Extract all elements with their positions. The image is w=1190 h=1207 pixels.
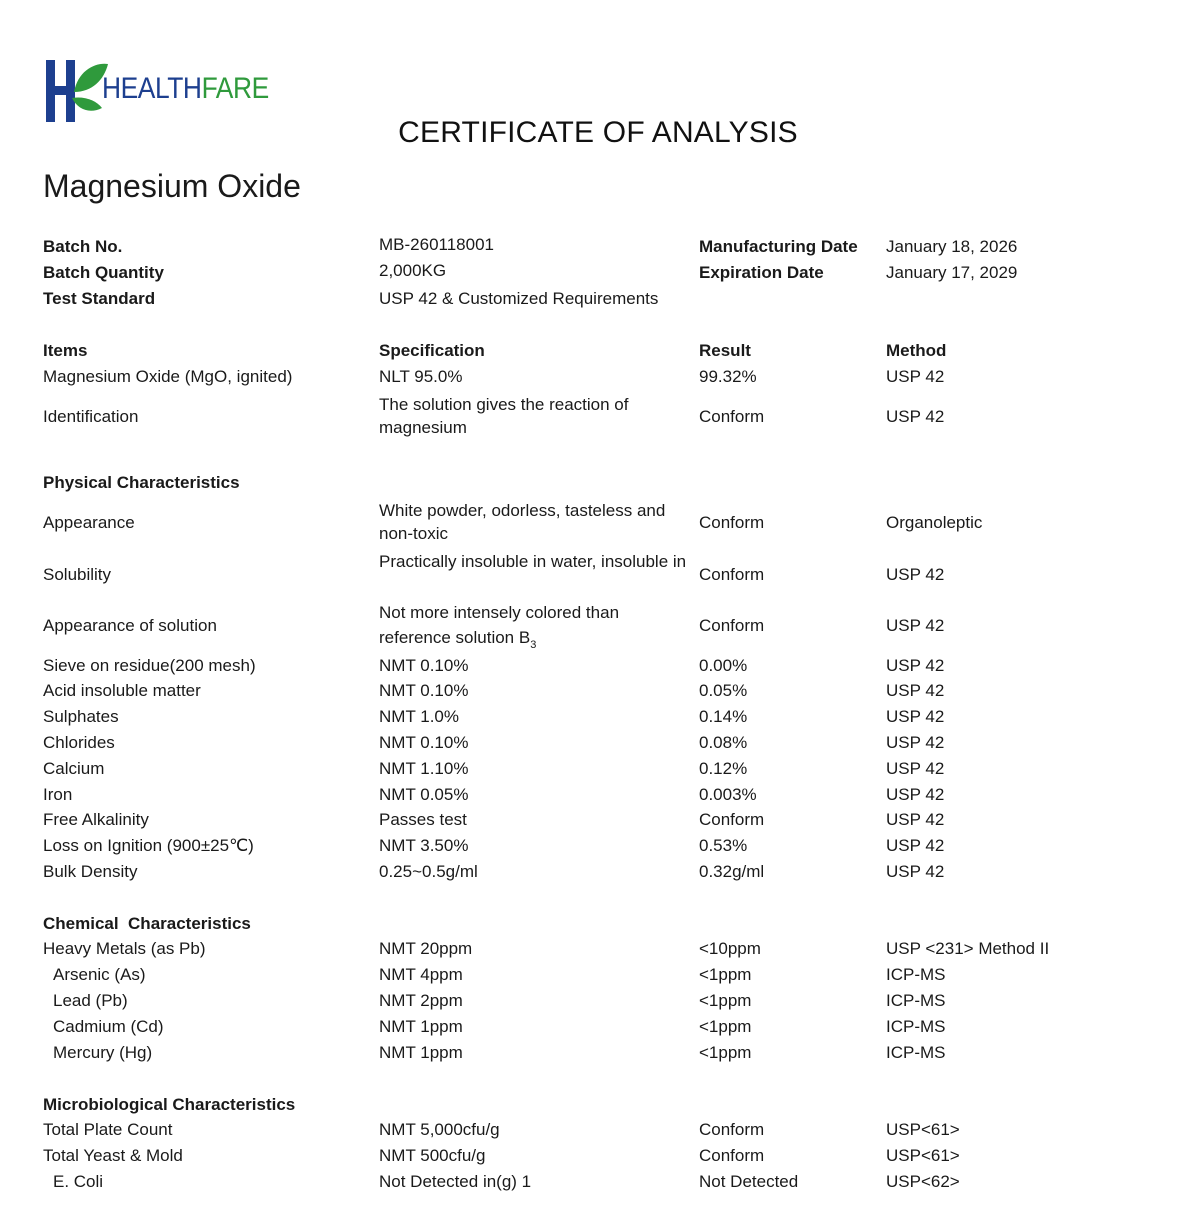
- brand-name-part1: HEALTH: [102, 72, 202, 105]
- item-cell: Total Yeast & Mold: [43, 1146, 183, 1165]
- item-cell: Bulk Density: [43, 862, 138, 881]
- item-cell: Magnesium Oxide (MgO, ignited): [43, 367, 293, 386]
- method-cell: USP 42: [886, 681, 945, 700]
- item-cell: Mercury (Hg): [53, 1043, 153, 1062]
- spec-cell: NMT 0.10%: [379, 656, 469, 675]
- batch-no-value: MB-260118001: [379, 235, 494, 254]
- spec-cell: NMT 0.10%: [379, 681, 469, 700]
- spec-cell: NMT 1.0%: [379, 707, 459, 726]
- spec-cell: NMT 4ppm: [379, 965, 463, 984]
- spec-cell-line2: [379, 626, 536, 652]
- item-cell: Loss on Ignition (900±25℃): [43, 836, 254, 855]
- exp-date-value: January 17, 2029: [886, 263, 1018, 282]
- spec-cell: Not Detected in(g) 1: [379, 1172, 532, 1191]
- method-cell: USP 42: [886, 616, 945, 635]
- batch-no-label: Batch No.: [43, 237, 123, 256]
- item-cell: Identification: [43, 407, 139, 426]
- result-cell: 0.12%: [699, 759, 748, 778]
- item-cell: Arsenic (As): [53, 965, 146, 984]
- spec-cell-line1: Not more intensely colored than: [379, 603, 620, 622]
- method-cell: USP 42: [886, 656, 945, 675]
- result-cell: <1ppm: [699, 991, 752, 1010]
- chemical-heading: Chemical Characteristics: [43, 914, 251, 933]
- spec-cell: NMT 5,000cfu/g: [379, 1120, 500, 1139]
- test-standard-label: Test Standard: [43, 289, 156, 308]
- method-cell: USP<61>: [886, 1120, 960, 1139]
- method-cell: USP<62>: [886, 1172, 960, 1191]
- spec-cell: NMT 20ppm: [379, 939, 473, 958]
- method-cell: ICP-MS: [886, 1043, 946, 1062]
- method-cell: USP 42: [886, 836, 945, 855]
- result-cell: <1ppm: [699, 965, 752, 984]
- method-cell: USP <231> Method II: [886, 939, 1050, 958]
- header-method: Method: [886, 341, 947, 360]
- result-cell: Conform: [699, 616, 765, 635]
- spec-cell: NMT 3.50%: [379, 836, 469, 855]
- brand-name-part2: FARE: [201, 72, 269, 105]
- mfg-date-value: January 18, 2026: [886, 237, 1018, 256]
- result-cell: Conform: [699, 1146, 765, 1165]
- item-cell: Calcium: [43, 759, 105, 778]
- method-cell: ICP-MS: [886, 1017, 946, 1036]
- spec-cell: NMT 0.05%: [379, 785, 469, 804]
- method-cell: USP 42: [886, 810, 945, 829]
- spec-cell: NLT 95.0%: [379, 367, 463, 386]
- method-cell: USP 42: [886, 759, 945, 778]
- method-cell: USP 42: [886, 862, 945, 881]
- spec-cell: The solution gives the reaction of magnesium: [379, 395, 629, 437]
- method-cell: USP 42: [886, 707, 945, 726]
- item-cell: Total Plate Count: [43, 1120, 173, 1139]
- item-cell: Cadmium (Cd): [53, 1017, 164, 1036]
- spec-cell: Passes test: [379, 810, 467, 829]
- batch-quantity-value: 2,000KG: [379, 261, 447, 280]
- spec-cell: NMT 1ppm: [379, 1017, 463, 1036]
- method-cell: USP 42: [886, 785, 945, 804]
- header-result: Result: [699, 341, 751, 360]
- method-cell: Organoleptic: [886, 513, 983, 532]
- product-name: Magnesium Oxide: [43, 168, 301, 204]
- item-cell: Sulphates: [43, 707, 119, 726]
- method-cell: USP 42: [886, 733, 945, 752]
- spec-cell: 0.25~0.5g/ml: [379, 862, 478, 881]
- item-cell: Sieve on residue(200 mesh): [43, 656, 256, 675]
- spec-cell: NMT 1.10%: [379, 759, 469, 778]
- result-cell: 0.14%: [699, 707, 748, 726]
- method-cell: USP 42: [886, 565, 945, 584]
- spec-subscript: 3: [530, 639, 537, 651]
- result-cell: Conform: [699, 513, 765, 532]
- result-cell: <1ppm: [699, 1043, 752, 1062]
- result-cell: 0.53%: [699, 836, 748, 855]
- method-cell: USP 42: [886, 407, 945, 426]
- brand-name: [102, 72, 269, 106]
- healthfare-logo-icon: [44, 58, 110, 124]
- spec-cell: NMT 1ppm: [379, 1043, 463, 1062]
- result-cell: Conform: [699, 1120, 765, 1139]
- result-cell: <1ppm: [699, 1017, 752, 1036]
- spec-cell: NMT 500cfu/g: [379, 1146, 486, 1165]
- spec-cell: White powder, odorless, tasteless and non-toxic: [379, 501, 666, 543]
- spec-cell: Practically insoluble in water, insoluble in: [379, 552, 687, 571]
- header-items: Items: [43, 341, 88, 360]
- exp-date-label: Expiration Date: [699, 263, 824, 282]
- item-cell: Chlorides: [43, 733, 115, 752]
- item-cell: Lead (Pb): [53, 991, 128, 1010]
- result-cell: Not Detected: [699, 1172, 799, 1191]
- item-cell: Heavy Metals (as Pb): [43, 939, 206, 958]
- result-cell: 99.32%: [699, 367, 757, 386]
- document-title: CERTIFICATE OF ANALYSIS: [398, 116, 798, 149]
- micro-heading: Microbiological Characteristics: [43, 1095, 296, 1114]
- item-cell: E. Coli: [53, 1172, 104, 1191]
- method-cell: ICP-MS: [886, 991, 946, 1010]
- mfg-date-label: Manufacturing Date: [699, 237, 858, 256]
- result-cell: Conform: [699, 810, 765, 829]
- item-cell: Solubility: [43, 565, 112, 584]
- spec-cell-line2-text: reference solution B: [379, 628, 531, 647]
- result-cell: 0.08%: [699, 733, 748, 752]
- header-specification: Specification: [379, 341, 485, 360]
- item-cell: Acid insoluble matter: [43, 681, 201, 700]
- result-cell: 0.00%: [699, 656, 748, 675]
- method-cell: USP<61>: [886, 1146, 960, 1165]
- test-standard-value: USP 42 & Customized Requirements: [379, 289, 659, 308]
- result-cell: 0.32g/ml: [699, 862, 765, 881]
- item-cell: Appearance: [43, 513, 135, 532]
- item-cell: Free Alkalinity: [43, 810, 149, 829]
- physical-heading: Physical Characteristics: [43, 473, 240, 492]
- item-cell: Appearance of solution: [43, 616, 217, 635]
- item-cell: Iron: [43, 785, 73, 804]
- spec-cell: NMT 0.10%: [379, 733, 469, 752]
- company-logo: [44, 58, 269, 124]
- result-cell: Conform: [699, 407, 765, 426]
- result-cell: Conform: [699, 565, 765, 584]
- method-cell: ICP-MS: [886, 965, 946, 984]
- result-cell: 0.003%: [699, 785, 757, 804]
- method-cell: USP 42: [886, 367, 945, 386]
- result-cell: 0.05%: [699, 681, 748, 700]
- spec-cell: NMT 2ppm: [379, 991, 463, 1010]
- batch-quantity-label: Batch Quantity: [43, 263, 164, 282]
- result-cell: <10ppm: [699, 939, 761, 958]
